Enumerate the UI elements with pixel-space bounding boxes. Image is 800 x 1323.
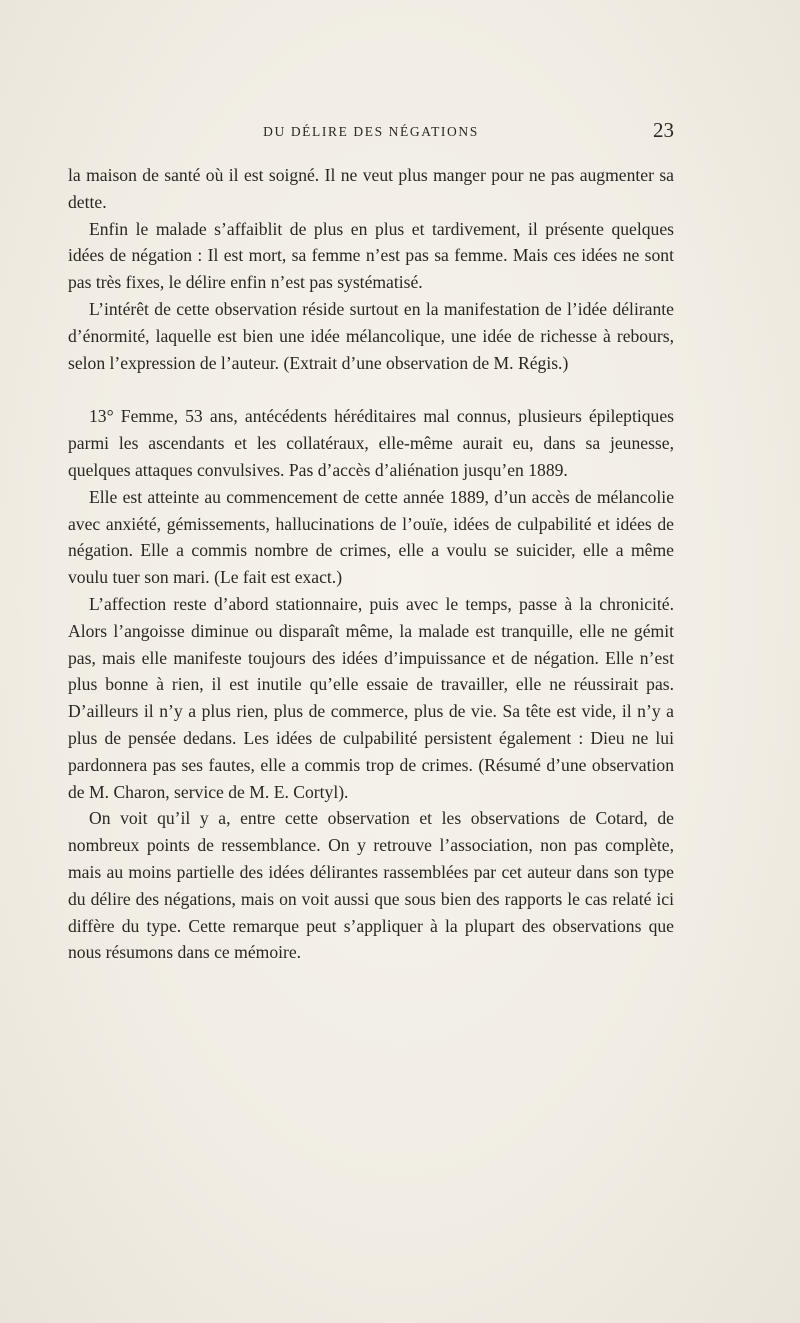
paragraph-case-13: 13° Femme, 53 ans, antécédents héréditaires mal connus, plusieurs épileptiques parmi les ascendants et les collatéraux, elle-même aurait eu, dans sa jeunesse, quelques attaques convulsives. Pas d’accès d’aliénation jusqu’en 1889.	[68, 406, 674, 480]
running-title: DU DÉLIRE DES NÉGATIONS	[263, 124, 479, 139]
paragraph-conclusion: On voit qu’il y a, entre cette observation et les observations de Cotard, de nombreux points de ressemblance. On y retrouve l’association, non pas complète, mais au moins partielle des idées délirantes rassemblées par cet auteur dans son type du délire des négations, mais on voit aussi que sous bien des rapports le cas relaté ici diffère du type. Cette remarque peut s’appliquer à la plupart des observations que nous résumons dans ce mémoire.	[68, 808, 674, 963]
paragraph-continuation: la maison de santé où il est soigné. Il ne veut plus manger pour ne pas augmenter sa dette.	[68, 165, 674, 212]
page-number: 23	[653, 118, 674, 142]
paragraph-chronicity: L’affection reste d’abord stationnaire, puis avec le temps, passe à la chronicité. Alors l’angoisse diminue ou disparaît même, la malade est tranquille, elle ne gémit pas, mais elle manifeste toujours des idées d’impuissance et de négation. Elle n’est plus bonne à rien, il est inutile qu’elle essaie de travailler, elle ne réussirait pas. D’ailleurs il n’y a plus rien, plus de commerce, plus de vie. Sa tête est vide, il n’y a plus de pensée dedans. Les idées de culpabilité persistent également : Dieu ne lui pardonnera pas ses fautes, elle a commis trop de crimes. (Résumé d’une observation de M. Charon, service de M. E. Cortyl).	[68, 593, 674, 802]
paragraph-onset: Elle est atteinte au commencement de cette année 1889, d’un accès de mélancolie avec anxiété, gémissements, hallucinations de l’ouïe, idées de culpabilité et idées de négation. Elle a commis nombre de crimes, elle a voulu se suicider, elle a même voulu tuer son mari. (Le fait est exact.)	[68, 486, 674, 588]
body-text	[68, 162, 674, 966]
paragraph-interest: L’intérêt de cette observation réside surtout en la manifestation de l’idée délirante d’énormité, laquelle est bien une idée mélancolique, une idée de richesse à rebours, selon l’expression de l’auteur. (Extrait d’une observation de M. Régis.)	[68, 298, 674, 373]
paragraph-negation-ideas: Enfin le malade s’affaiblit de plus en plus et tardivement, il présente quelques idées de négation : Il est mort, sa femme n’est pas sa femme. Mais ces idées ne sont pas très fixes, le délire enfin n’est pas systématisé.	[68, 218, 674, 293]
running-head	[68, 118, 674, 148]
